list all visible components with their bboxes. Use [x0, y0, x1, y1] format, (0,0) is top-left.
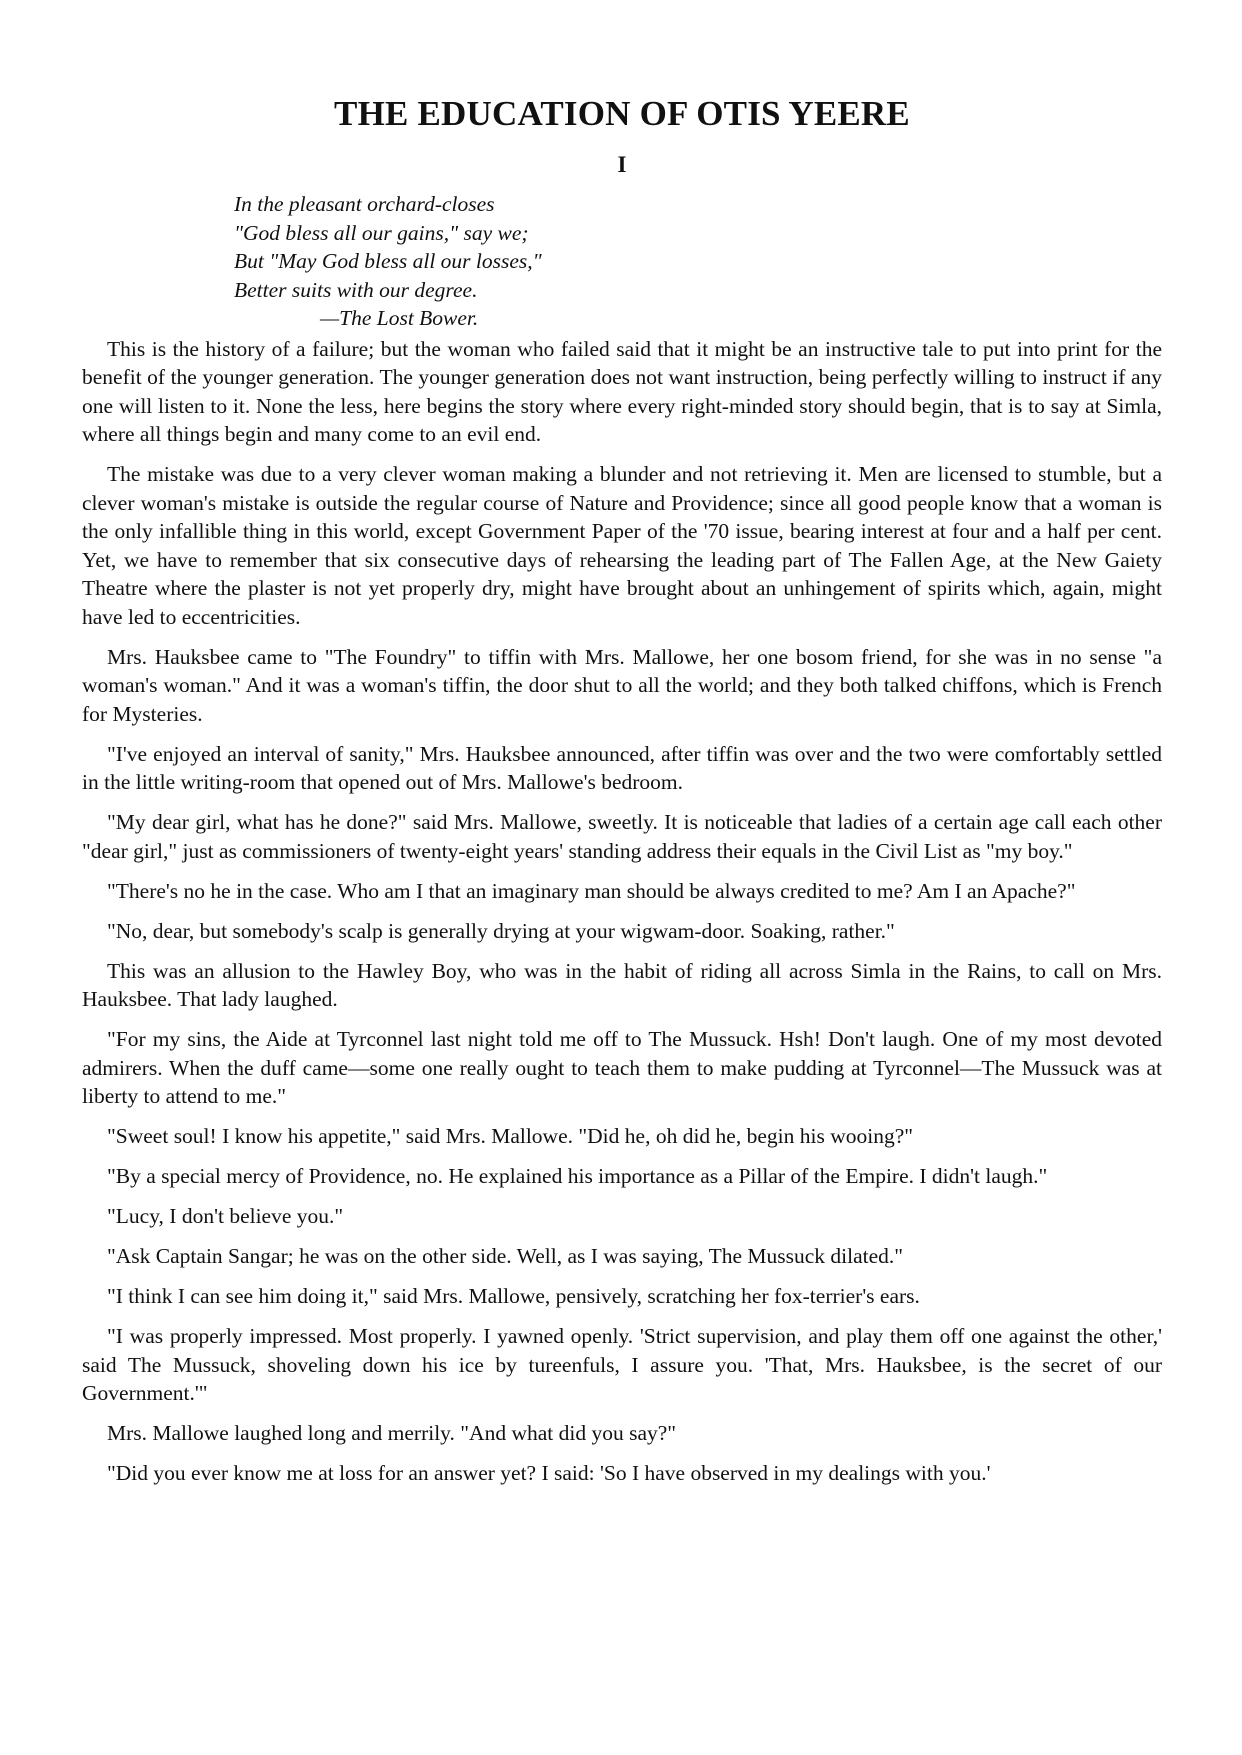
paragraph: This is the history of a failure; but the woman who failed said that it might be an instructive tale to put into print for the benefit of the younger generation. The younger generation does not want instruction, being perfectly willing to instruct if any one will listen to it. None the less, here begins the story where every right-minded story should begin, that is to say at Simla, where all things begin and many come to an evil end.: [82, 336, 1162, 446]
epigraph-attribution: —The Lost Bower.: [320, 306, 479, 330]
paragraph: Mrs. Hauksbee came to "The Foundry" to tiffin with Mrs. Mallowe, her one bosom friend, for she was in no sense "a woman's woman." And it was a woman's tiffin, the door shut to all the world; and they both talked chiffons, which is French for Mysteries.: [82, 644, 1162, 726]
paragraph: "Lucy, I don't believe you.": [107, 1204, 344, 1228]
chapter-heading: I: [617, 152, 627, 177]
paragraph: "I've enjoyed an interval of sanity," Mrs. Hauksbee announced, after tiffin was over and the two were comfortably settled in the little writing-room that opened out of Mrs. Mallowe's bedroom.: [82, 741, 1162, 794]
epigraph-line: In the pleasant orchard-closes: [234, 192, 495, 216]
epigraph: [234, 190, 1162, 333]
paragraph: "By a special mercy of Providence, no. He explained his importance as a Pillar of the Empire. I didn't laugh.": [107, 1164, 1048, 1188]
story-title: THE EDUCATION OF OTIS YEERE: [334, 94, 910, 133]
paragraph: "Did you ever know me at loss for an answer yet? I said: 'So I have observed in my dealings with you.': [107, 1461, 991, 1485]
paragraph: "For my sins, the Aide at Tyrconnel last night told me off to The Mussuck. Hsh! Don't laugh. One of my most devoted admirers. When the duff came—some one really ought to teach them to make pudding at Tyrconnel—The Mussuck was at liberty to attend to me.": [82, 1027, 1162, 1108]
body-text: [82, 335, 1162, 1488]
paragraph: Mrs. Mallowe laughed long and merrily. "And what did you say?": [107, 1421, 677, 1445]
paragraph: "I think I can see him doing it," said Mrs. Mallowe, pensively, scratching her fox-terrier's ears.: [107, 1284, 920, 1308]
paragraph: "No, dear, but somebody's scalp is generally drying at your wigwam-door. Soaking, rather.": [107, 918, 895, 943]
epigraph-line: But "May God bless all our losses,": [234, 249, 542, 273]
paragraph: "I was properly impressed. Most properly. I yawned openly. 'Strict supervision, and play them off one against the other,' said The Mussuck, shoveling down his ice by tureenfuls, I assure you. 'That, Mrs. Hauksbee, is the secret of our Government.'": [82, 1324, 1162, 1405]
epigraph-line: Better suits with our degree.: [234, 277, 478, 302]
paragraph: "Sweet soul! I know his appetite," said Mrs. Mallowe. "Did he, oh did he, begin his wooing?": [107, 1124, 914, 1148]
document-page: [82, 92, 1162, 1499]
paragraph: This was an allusion to the Hawley Boy, who was in the habit of riding all across Simla in the Rains, to call on Mrs. Hauksbee. That lady laughed.: [82, 958, 1162, 1011]
paragraph: "Ask Captain Sangar; he was on the other side. Well, as I was saying, The Mussuck dilated.": [107, 1244, 904, 1268]
paragraph: The mistake was due to a very clever woman making a blunder and not retrieving it. Men are licensed to stumble, but a clever woman's mistake is outside the regular course of Nature and Providence; since all good people know that a woman is the only infallible thing in this world, except Government Paper of the '70 issue, bearing interest at four and a half per cent. Yet, we have to remember that six consecutive days of rehearsing the leading part of The Fallen Age, at the New Gaiety Theatre where the plaster is not yet properly dry, might have brought about an unhingement of spirits which, again, might have led to eccentricities.: [82, 462, 1162, 629]
paragraph: "There's no he in the case. Who am I that an imaginary man should be always credited to me? Am I an Apache?": [107, 878, 1076, 903]
epigraph-line: "God bless all our gains," say we;: [234, 220, 529, 245]
paragraph: "My dear girl, what has he done?" said Mrs. Mallowe, sweetly. It is noticeable that ladies of a certain age call each other "dear girl," just as commissioners of twenty-eight years' standing address their equals in the Civil List as "my boy.": [82, 810, 1162, 863]
